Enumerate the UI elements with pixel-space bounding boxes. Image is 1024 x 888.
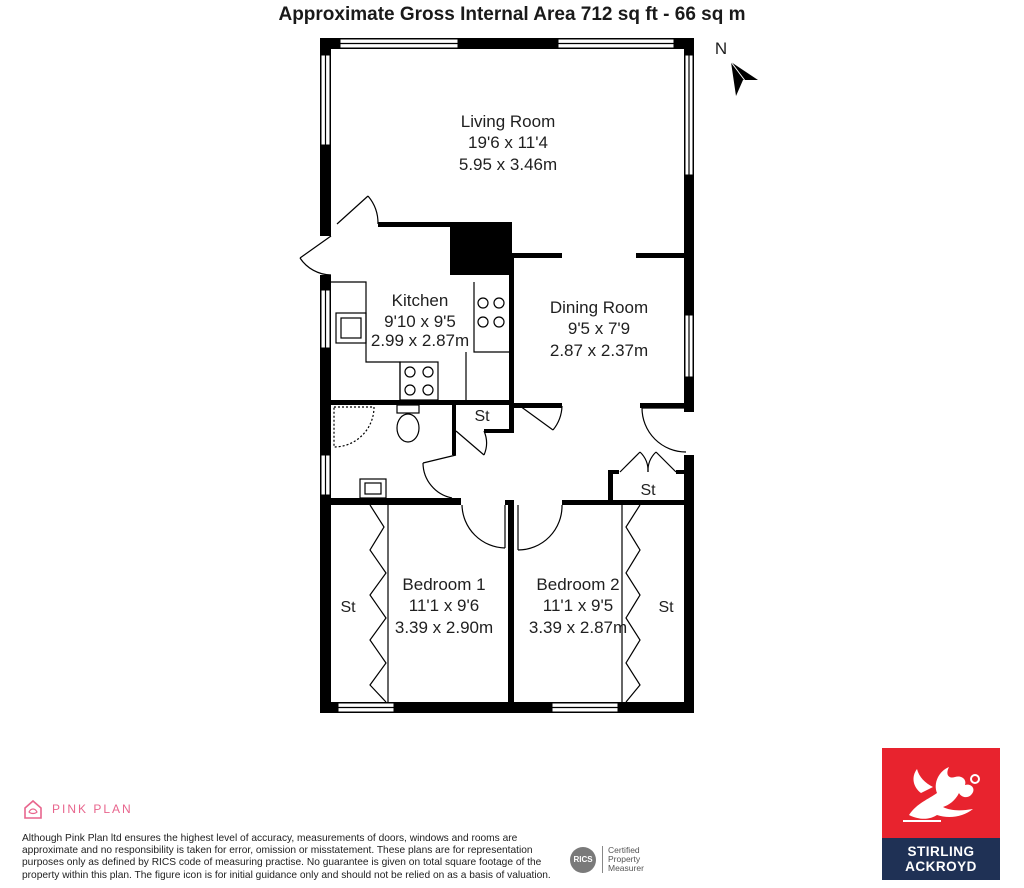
dining-room-metric: 2.87 x 2.37m [549, 341, 649, 360]
wall-bed1-top [331, 500, 461, 505]
griffin-icon [891, 753, 991, 833]
wall-living-kitchen [378, 222, 450, 227]
bedroom2-name: Bedroom 2 [536, 575, 620, 594]
front-door [642, 408, 686, 452]
wall-hall-cupboard-right [509, 403, 514, 433]
bedroom1-metric: 3.39 x 2.90m [394, 618, 494, 637]
hall-cupboard-door [456, 431, 487, 455]
dining-room-imperial: 9'5 x 7'9 [567, 319, 631, 338]
wall-kitchen-dining [509, 258, 514, 406]
bedroom1-door [462, 505, 505, 548]
disclaimer-text: Although Pink Plan ltd ensures the highest level of accuracy, measurements of doors, windows and rooms are approximate and no responsibility is taken for error, omission or misstatement. These plans are for representation purposes only as defined by RICS code of measuring practise. No guarantee is given on total square footage of the property within this plan. The figure icon is for initial guidance only and should not be relied on as a basis of valuation. [22, 833, 551, 881]
bedroom1-name: Bedroom 1 [402, 575, 486, 594]
chimney-block [450, 222, 512, 275]
kitchen-name: Kitchen [391, 291, 449, 310]
shower-icon [334, 407, 374, 447]
wall-dining-hall-right [640, 403, 686, 408]
rics-line-2: Property [608, 854, 641, 864]
brand-line-1: STIRLING [907, 844, 975, 859]
wall-bed2-top [562, 500, 690, 505]
living-room-imperial: 19'6 x 11'4 [468, 133, 548, 152]
wall-hall-cupboard-bottom [484, 429, 514, 433]
dining-door [520, 406, 562, 430]
rics-badge [570, 846, 644, 873]
compass-north-label: N [714, 39, 728, 58]
wardrobe-bed1 [370, 505, 388, 702]
brand-name [882, 838, 1000, 880]
bedroom2-metric: 3.39 x 2.87m [528, 618, 628, 637]
hall-storage-label: St [474, 408, 490, 425]
wall-cupboard2-top [608, 470, 619, 474]
dining-room-name: Dining Room [549, 298, 649, 317]
hob-icon [478, 298, 504, 327]
wall-living-dining-left [512, 253, 562, 258]
wall-living-dining-right [636, 253, 686, 258]
bedroom2-storage-label: St [658, 599, 674, 616]
bedroom2-imperial: 11'1 x 9'5 [542, 596, 614, 615]
bedroom2-door [518, 505, 562, 550]
living-kitchen-door [337, 196, 378, 224]
north-arrow-icon [731, 62, 758, 96]
pink-plan-name: PINK PLAN [52, 802, 133, 816]
basin-icon [360, 479, 386, 498]
rics-line-3: Measurer [608, 863, 644, 873]
rics-certified-box [602, 846, 644, 873]
house-icon [22, 798, 44, 820]
stirling-ackroyd-logo [882, 748, 1000, 880]
brand-line-2: ACKROYD [905, 859, 977, 874]
entrance-door [300, 236, 331, 275]
kitchen-metric: 2.99 x 2.87m [370, 331, 470, 350]
wall-cupboard2-top-right [676, 470, 686, 474]
rics-line-1: Certified [608, 845, 640, 855]
bedroom1-imperial: 11'1 x 9'6 [408, 596, 480, 615]
outer-wall-right-lower [684, 455, 694, 713]
wall-cupboard2-left [608, 470, 613, 503]
cupboard2-doors [620, 452, 676, 472]
brand-emblem [882, 748, 1000, 838]
bathroom-door [423, 455, 456, 498]
toilet-icon [397, 405, 419, 442]
bedroom1-storage-label: St [340, 599, 356, 616]
floor-area-title: Approximate Gross Internal Area 712 sq ft - 66 sq m [278, 4, 746, 25]
wall-bedroom-divider [508, 500, 514, 712]
pink-plan-logo [22, 798, 133, 820]
living-room-metric: 5.95 x 3.46m [458, 155, 558, 174]
wall-hall-cupboard-left [452, 403, 456, 431]
wall-kitchen-bath [331, 400, 509, 405]
kitchen-imperial: 9'10 x 9'5 [384, 312, 456, 331]
oven-icon [400, 362, 438, 400]
wall-bath-right [452, 429, 456, 455]
outer-wall-left-lower [320, 500, 331, 712]
cupboard-storage-label: St [640, 482, 656, 499]
living-room-name: Living Room [460, 112, 556, 131]
wardrobe-bed2 [622, 505, 640, 702]
rics-logo: RICS [570, 847, 596, 873]
